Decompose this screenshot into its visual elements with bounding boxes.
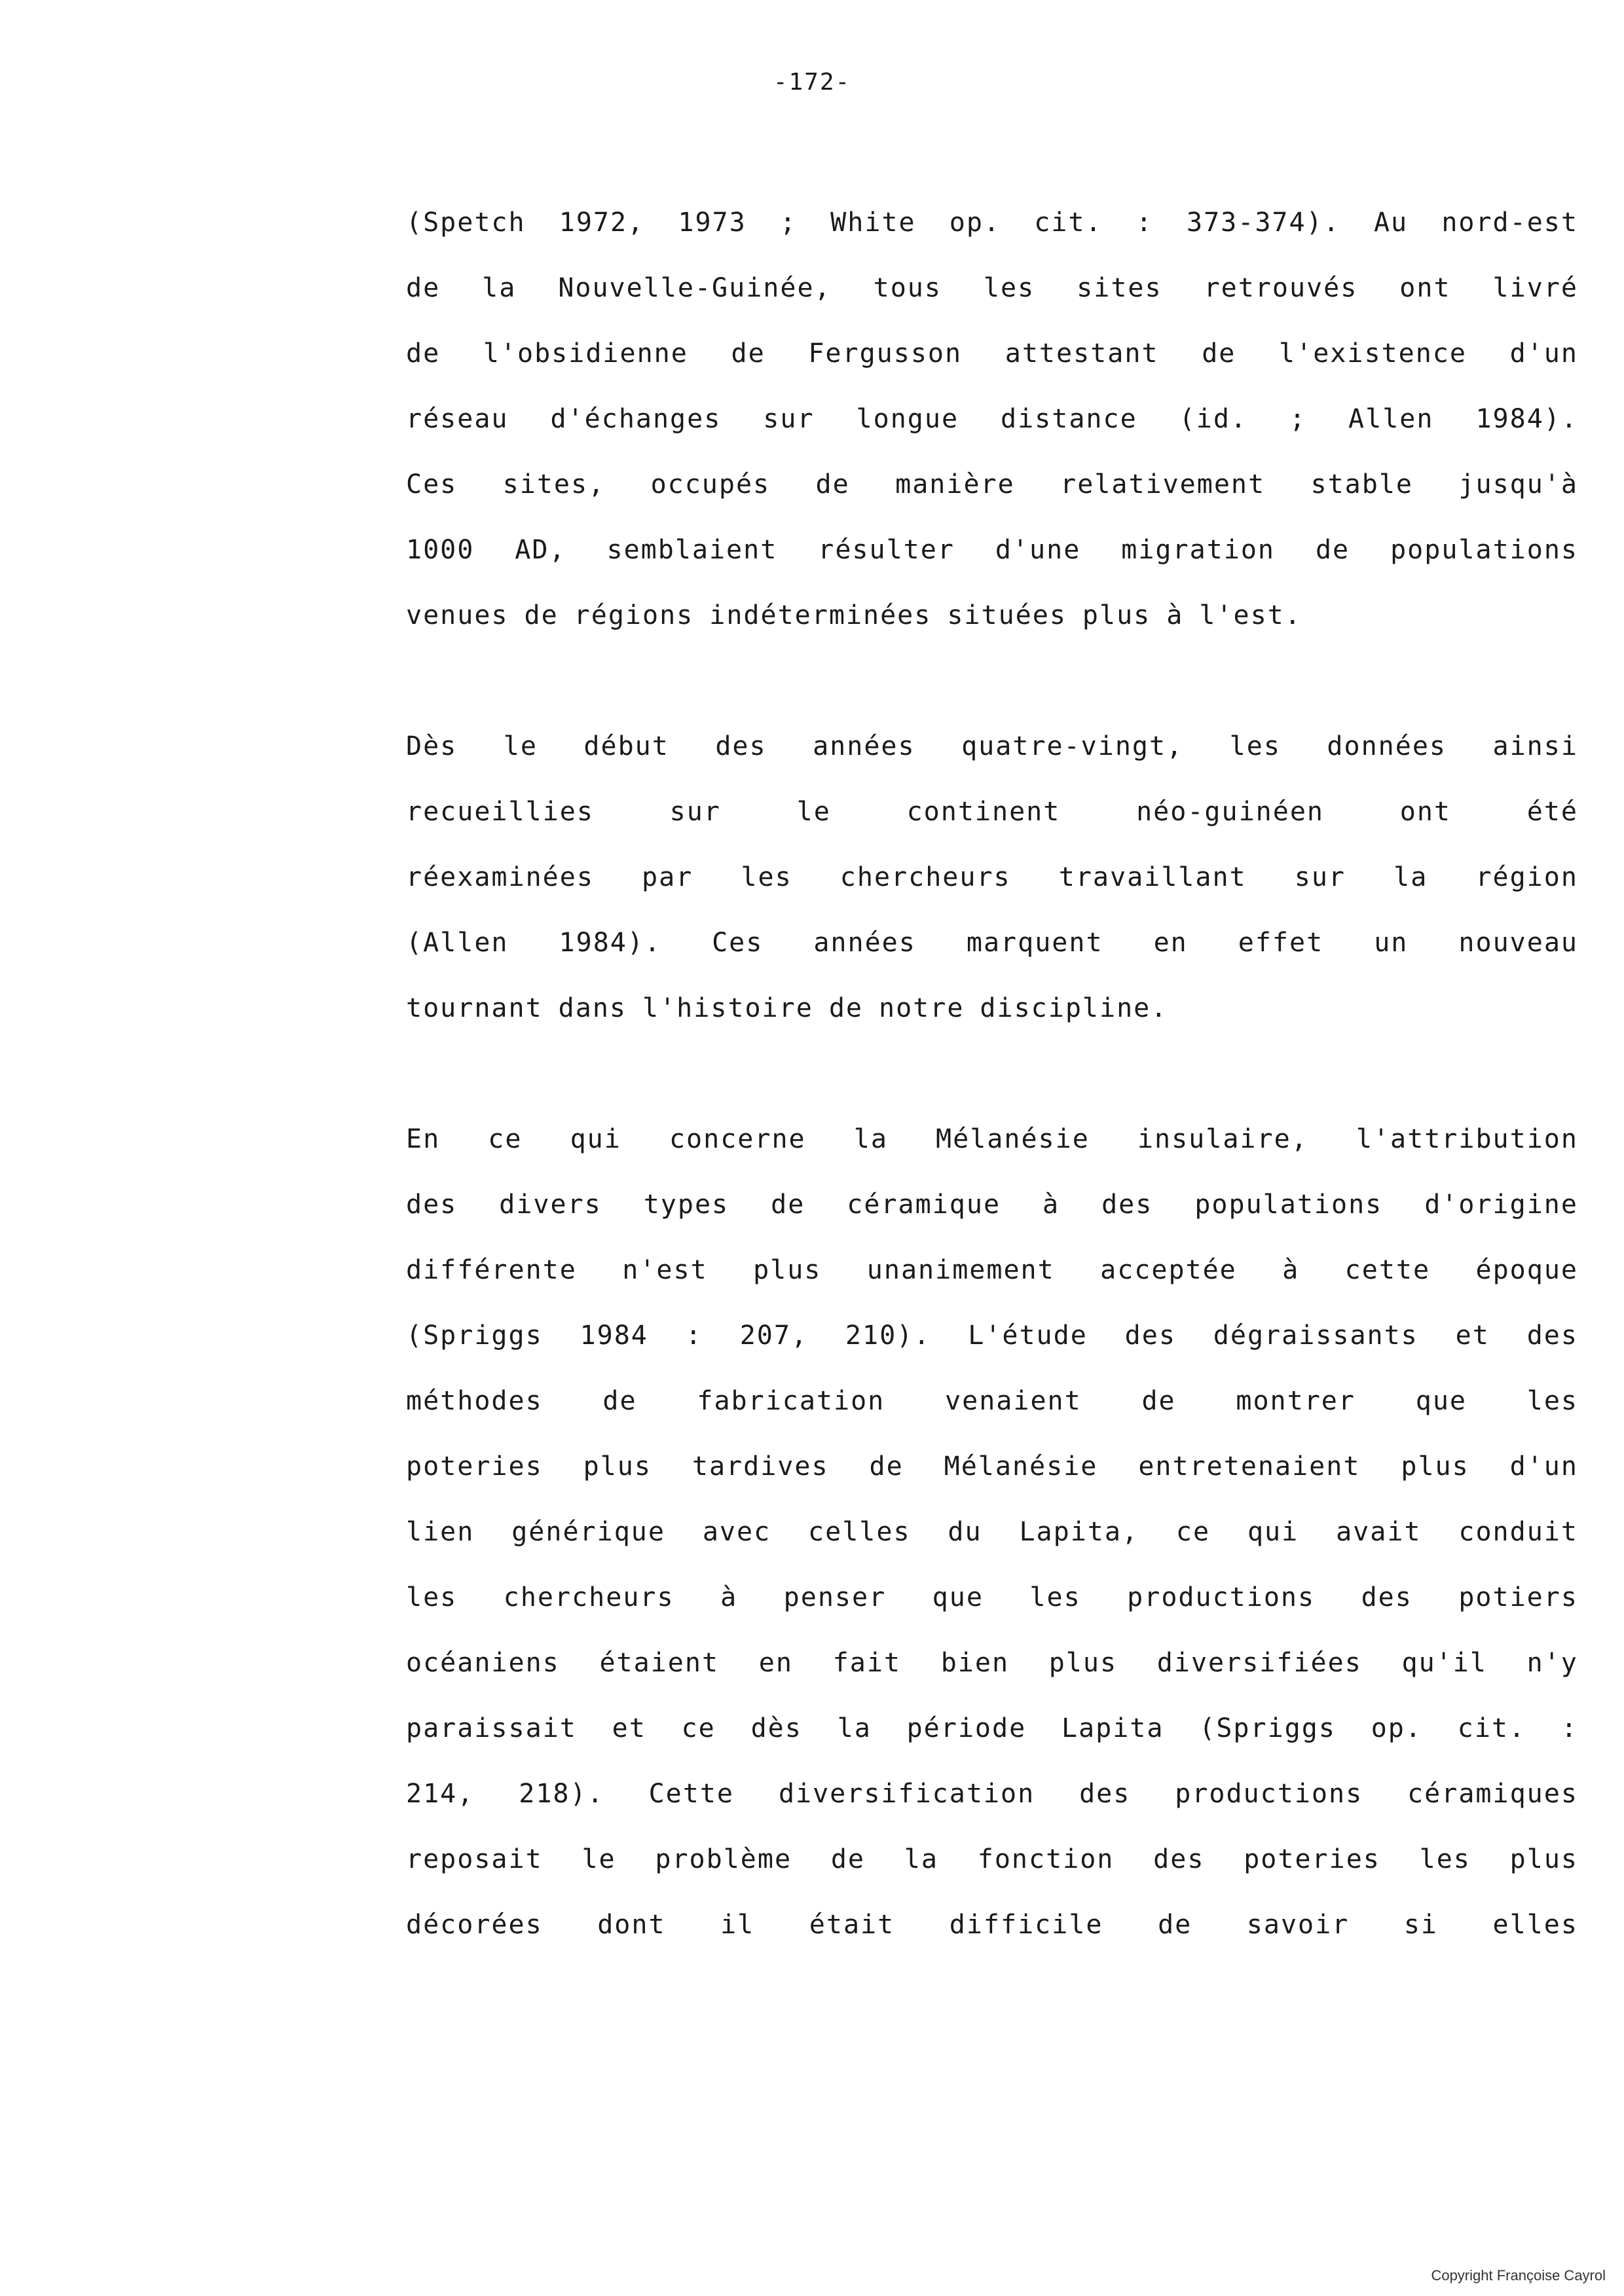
text-line: réseau d'échanges sur longue distance (id. ; Allen 1984). <box>406 404 1578 434</box>
body-text <box>406 190 1578 1958</box>
text-line: les chercheurs à penser que les productions des potiers <box>406 1582 1578 1613</box>
text-line: En ce qui concerne la Mélanésie insulaire, l'attribution <box>406 1124 1578 1154</box>
text-line: décorées dont il était difficile de savoir si elles <box>406 1910 1578 1940</box>
paragraph-gap <box>406 1041 1578 1106</box>
paragraph <box>406 190 1578 648</box>
text-line: différente n'est plus unanimement acceptée à cette époque <box>406 1255 1578 1285</box>
text-line: 214, 218). Cette diversification des productions céramiques <box>406 1779 1578 1809</box>
text-line: (Spetch 1972, 1973 ; White op. cit. : 373-374). Au nord-est <box>406 208 1578 238</box>
text-line: Dès le début des années quatre-vingt, les données ainsi <box>406 731 1578 761</box>
page-number: -172- <box>773 69 851 96</box>
text-line: de l'obsidienne de Fergusson attestant de l'existence d'un <box>406 338 1578 369</box>
text-line: tournant dans l'histoire de notre discipline. <box>406 993 1168 1023</box>
text-line: lien générique avec celles du Lapita, ce qui avait conduit <box>406 1517 1578 1547</box>
paragraph-gap <box>406 648 1578 714</box>
text-line: (Allen 1984). Ces années marquent en effet un nouveau <box>406 928 1578 958</box>
text-line: reposait le problème de la fonction des poteries les plus <box>406 1844 1578 1874</box>
text-line: réexaminées par les chercheurs travaillant sur la région <box>406 862 1578 892</box>
text-line: Ces sites, occupés de manière relativement stable jusqu'à <box>406 469 1578 500</box>
text-line: recueillies sur le continent néo-guinéen ont été <box>406 797 1578 827</box>
paragraph <box>406 714 1578 1041</box>
text-line: paraissait et ce dès la période Lapita (Spriggs op. cit. : <box>406 1713 1578 1743</box>
text-line: venues de régions indéterminées situées plus à l'est. <box>406 600 1302 630</box>
text-line: méthodes de fabrication venaient de montrer que les <box>406 1386 1578 1416</box>
text-line: océaniens étaient en fait bien plus diversifiées qu'il n'y <box>406 1648 1578 1678</box>
text-line: poteries plus tardives de Mélanésie entretenaient plus d'un <box>406 1451 1578 1482</box>
text-line: des divers types de céramique à des populations d'origine <box>406 1190 1578 1220</box>
text-line: (Spriggs 1984 : 207, 210). L'étude des dégraissants et des <box>406 1321 1578 1351</box>
copyright-notice: Copyright Françoise Cayrol <box>1431 2267 1606 2284</box>
paragraph <box>406 1106 1578 1958</box>
text-line: 1000 AD, semblaient résulter d'une migration de populations <box>406 535 1578 565</box>
text-line: de la Nouvelle-Guinée, tous les sites retrouvés ont livré <box>406 273 1578 303</box>
